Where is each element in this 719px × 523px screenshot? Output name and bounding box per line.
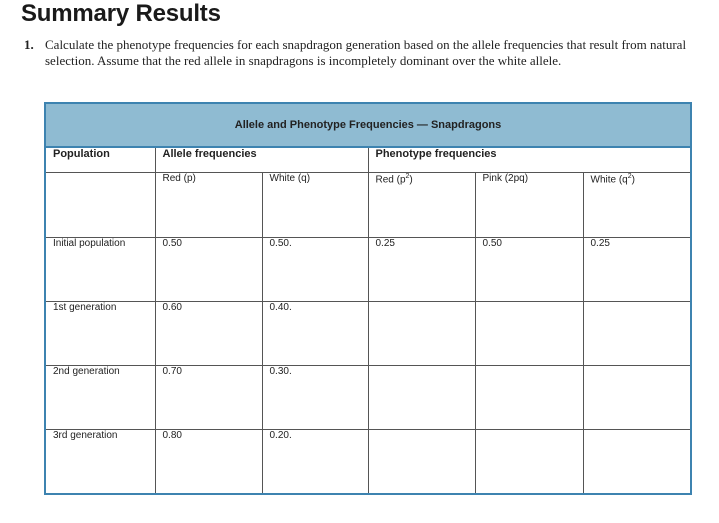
cell-population: Initial population: [45, 238, 155, 302]
subheader-pink-2pq: Pink (2pq): [475, 173, 583, 238]
question-text: Calculate the phenotype frequencies for each snapdragon generation based on the allele frequencies that result from natural selection. Assume that the red allele in snapdragons is incompletely dominant over the white allele.: [45, 37, 687, 68]
cell-white-phenotype: 0.25: [583, 238, 691, 302]
cell-white: 0.50.: [262, 238, 368, 302]
cell-white-phenotype[interactable]: [583, 366, 691, 430]
cell-red-phenotype: 0.25: [368, 238, 475, 302]
cell-red: 0.80: [155, 430, 262, 495]
table-row: [45, 302, 691, 366]
header-population: Population: [45, 147, 155, 173]
header-phenotype-frequencies: Phenotype frequencies: [368, 147, 691, 173]
cell-white: 0.30.: [262, 366, 368, 430]
cell-red-phenotype[interactable]: [368, 302, 475, 366]
page-heading: Summary Results: [21, 0, 221, 27]
table-row: [45, 366, 691, 430]
question: [24, 37, 696, 69]
close-paren: ): [631, 174, 635, 186]
cell-red: 0.60: [155, 302, 262, 366]
table-row: [45, 430, 691, 495]
cell-pink-phenotype[interactable]: [475, 302, 583, 366]
cell-population: 3rd generation: [45, 430, 155, 495]
cell-pink-phenotype[interactable]: [475, 430, 583, 495]
subheader-white-q2-text: White (q: [590, 174, 628, 186]
question-number: 1.: [24, 37, 34, 52]
subheader-white-q: White (q): [262, 173, 368, 238]
cell-white: 0.40.: [262, 302, 368, 366]
cell-population: 1st generation: [45, 302, 155, 366]
cell-white-phenotype[interactable]: [583, 430, 691, 495]
cell-white: 0.20.: [262, 430, 368, 495]
subheader-red-p2: [368, 173, 475, 238]
cell-population: 2nd generation: [45, 366, 155, 430]
subheader-empty: [45, 173, 155, 238]
table-row: [45, 238, 691, 302]
cell-pink-phenotype: 0.50: [475, 238, 583, 302]
close-paren: ): [409, 174, 413, 186]
subheader-white-q2: [583, 173, 691, 238]
frequency-table: [44, 102, 692, 495]
cell-pink-phenotype[interactable]: [475, 366, 583, 430]
subheader-red-p2-text: Red (p: [375, 174, 406, 186]
cell-red-phenotype[interactable]: [368, 366, 475, 430]
cell-red: 0.70: [155, 366, 262, 430]
cell-red: 0.50: [155, 238, 262, 302]
header-allele-frequencies: Allele frequencies: [155, 147, 368, 173]
subheader-red-p: Red (p): [155, 173, 262, 238]
cell-white-phenotype[interactable]: [583, 302, 691, 366]
table-title: Allele and Phenotype Frequencies — Snapdragons: [45, 103, 691, 147]
cell-red-phenotype[interactable]: [368, 430, 475, 495]
exponent: 2: [627, 173, 632, 180]
exponent: 2: [405, 173, 410, 180]
